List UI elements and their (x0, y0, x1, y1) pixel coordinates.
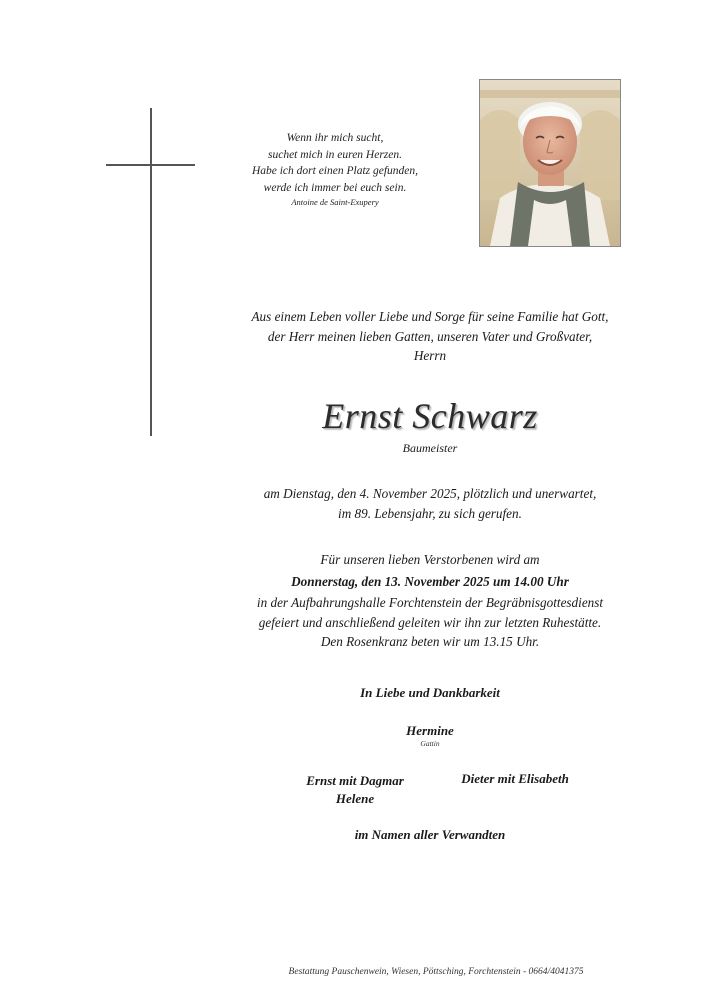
relatives-line: im Namen aller Verwandten (354, 827, 506, 842)
portrait-photo (479, 79, 621, 247)
cross-vertical-bar (150, 108, 152, 436)
intro-line: der Herr meinen lieben Gatten, unseren Vater und Großvater, (267, 328, 593, 344)
cross-horizontal-bar (106, 164, 195, 166)
quote-block (230, 130, 440, 209)
mourner-wife-role: Gattin (420, 739, 440, 748)
intro-text (180, 307, 680, 366)
quote-line: werde ich immer bei euch sein. (263, 181, 407, 194)
portrait-illustration (480, 80, 620, 246)
deceased-name: Ernst Schwarz (322, 396, 538, 436)
funeral-line: in der Aufbahrungshalle Forchtenstein der Begräbnisgottesdienst (256, 595, 604, 610)
intro-line: Aus einem Leben voller Liebe und Sorge für seine Familie hat Gott, (251, 309, 609, 324)
death-line: am Dienstag, den 4. November 2025, plötzlich und unerwartet, (263, 486, 597, 501)
quote-author: Antoine de Saint-Exupery (291, 197, 379, 207)
mourner-family-line: Ernst mit Dagmar (306, 773, 404, 788)
quote-line: suchet mich in euren Herzen. (267, 148, 403, 161)
funeral-date: Donnerstag, den 13. November 2025 um 14.00 Uhr (291, 573, 569, 589)
funeral-intro: Für unseren lieben Verstorbenen wird am (320, 552, 540, 567)
deceased-occupation: Baumeister (402, 441, 458, 455)
mourner-wife: Hermine (406, 723, 454, 738)
quote-line: Habe ich dort einen Platz gefunden, (251, 165, 419, 177)
funeral-line: gefeiert und anschließend geleiten wir ihn zur letzten Ruhestätte. (258, 614, 602, 630)
mourner-family-line: Helene (335, 791, 375, 806)
mourner-family-left (280, 772, 430, 808)
funeral-info (180, 550, 680, 652)
funeral-home-footer: Bestattung Pauschenwein, Wiesen, Pöttsching, Forchtenstein - 0664/4041375 (288, 967, 584, 977)
funeral-line: Den Rosenkranz beten wir um 13.15 Uhr. (320, 634, 540, 649)
mourner-family-right: Dieter mit Elisabeth (461, 771, 569, 786)
intro-line: Herrn (413, 348, 447, 363)
death-line: im 89. Lebensjahr, zu sich gerufen. (338, 505, 522, 521)
thanks-heading: In Liebe und Dankbarkeit (360, 685, 500, 700)
quote-line: Wenn ihr mich sucht, (286, 132, 384, 144)
death-notice (180, 484, 680, 523)
